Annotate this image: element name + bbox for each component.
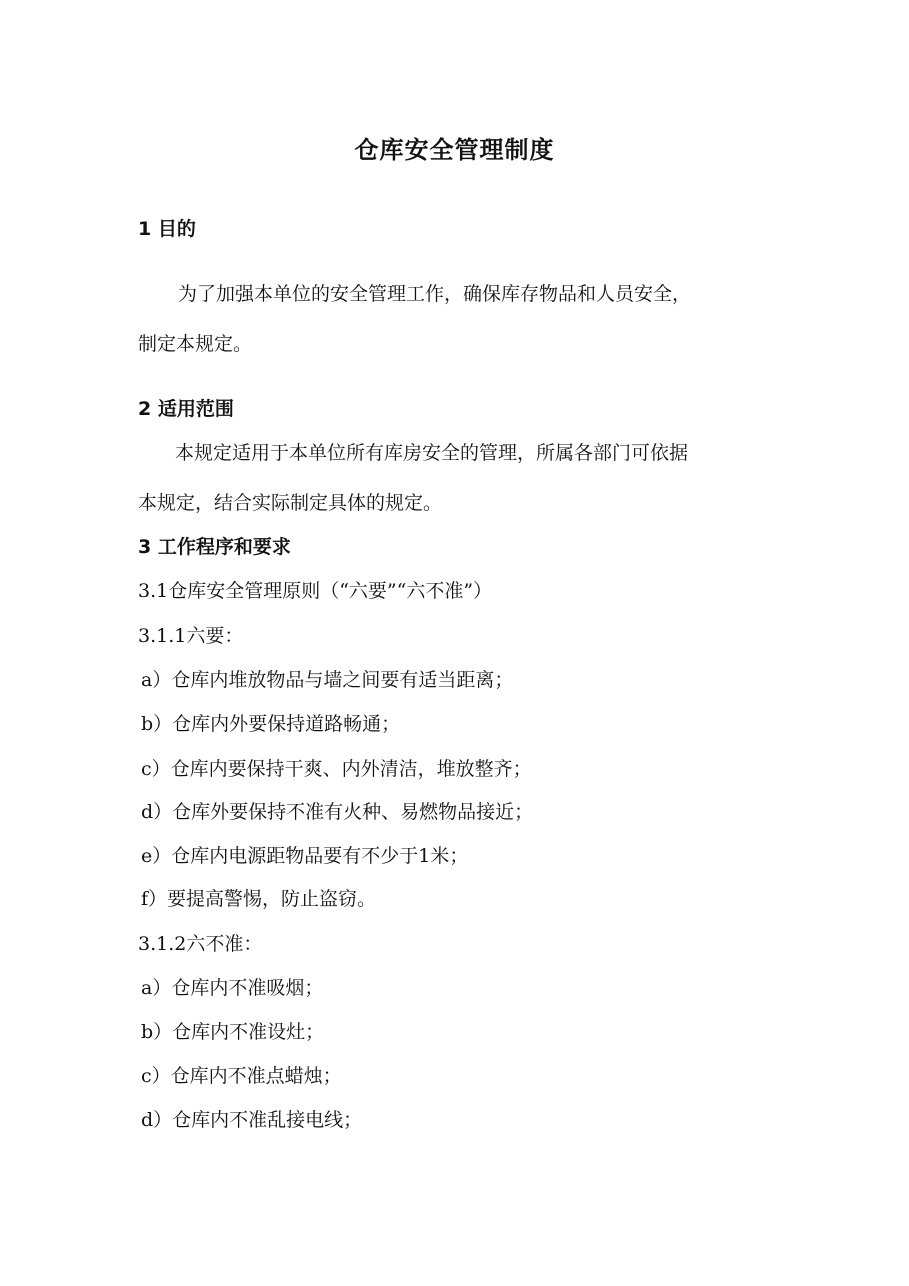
list-item: c）仓库内要保持干爽、内外清洁，堆放整齐；: [141, 758, 532, 780]
list-item: a）仓库内堆放物品与墙之间要有适当距离；: [141, 669, 514, 691]
list-item: d）仓库外要保持不准有火种、易燃物品接近；: [141, 801, 534, 823]
purpose-paragraph-line-2: 制定本规定。: [138, 333, 253, 355]
scope-paragraph-line-1: 本规定适用于本单位所有库房安全的管理，所属各部门可依据: [175, 442, 689, 464]
list-item: c）仓库内不准点蜡烛；: [141, 1065, 342, 1087]
subsection-3-1-1: 3.1.1六要：: [138, 625, 244, 647]
list-item: b）仓库内外要保持道路畅通；: [141, 713, 401, 735]
section-heading-procedures: 3 工作程序和要求: [138, 536, 291, 558]
list-item: d）仓库内不准乱接电线；: [141, 1109, 363, 1131]
purpose-paragraph-line-1: 为了加强本单位的安全管理工作，确保库存物品和人员安全，: [178, 283, 692, 305]
section-heading-purpose: 1 目的: [138, 218, 196, 240]
list-item: f）要提高警惕，防止盗窃。: [141, 888, 377, 910]
list-item: e）仓库内电源距物品要有不少于1米；: [141, 845, 469, 867]
subsection-3-1-2: 3.1.2六不准：: [138, 933, 263, 955]
scope-paragraph-line-2: 本规定，结合实际制定具体的规定。: [138, 492, 443, 514]
document-title: 仓库安全管理制度: [354, 136, 555, 164]
list-item: a）仓库内不准吸烟；: [141, 977, 324, 999]
subsection-3-1: 3.1仓库安全管理原则（“六要”“六不准”）: [138, 580, 493, 602]
section-heading-scope: 2 适用范围: [138, 398, 234, 420]
list-item: b）仓库内不准设灶；: [141, 1021, 325, 1043]
